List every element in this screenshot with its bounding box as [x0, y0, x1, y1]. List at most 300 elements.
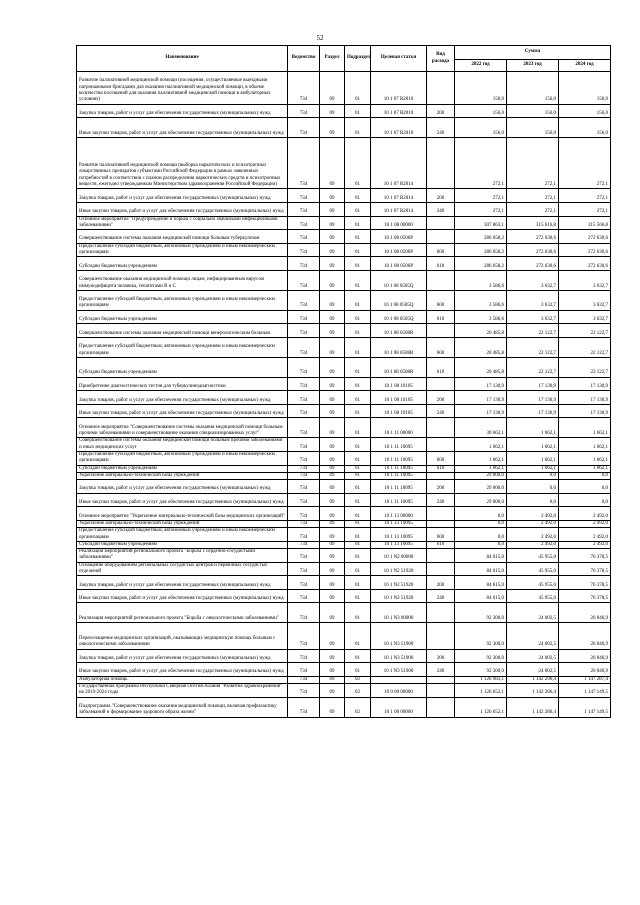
cell-subsection: 01: [345, 72, 371, 105]
cell-2022: 272,1: [455, 137, 507, 188]
cell-target: 10 1 13 10095: [371, 520, 427, 527]
cell-target: 10 1 N3 51900: [371, 663, 427, 677]
cell-ministry: 734: [288, 438, 320, 452]
cell-section: 09: [320, 189, 345, 203]
cell-2022: 84 615,0: [455, 562, 507, 576]
cell-2023: 45 955,0: [507, 576, 559, 590]
header-sum: Сумма: [455, 46, 611, 60]
cell-ministry: 734: [288, 418, 320, 438]
cell-2022: 3 586,6: [455, 310, 507, 324]
cell-section: 09: [320, 676, 345, 683]
cell-subsection: 01: [345, 270, 371, 290]
cell-name: Основное мероприятие "Совершенствование системы оказания медицинской помощи больным прочими заболеваниями и совершенствование оказания специализированных услуг": [77, 418, 288, 438]
table-row: [77, 118, 611, 138]
cell-2023: 17 130,9: [507, 391, 559, 405]
cell-2024: 22 122,7: [559, 324, 611, 338]
cell-expense: 600: [427, 337, 455, 357]
cell-2024: 272,1: [559, 137, 611, 188]
cell-subsection: 01: [345, 377, 371, 391]
table-row: [77, 404, 611, 418]
cell-2023: 2 492,0: [507, 541, 559, 548]
cell-section: 09: [320, 528, 345, 542]
cell-expense: 610: [427, 310, 455, 324]
cell-section: 09: [320, 697, 345, 717]
cell-name: Переоснащение медицинских организаций, оказывающих медицинскую помощь больным с онкологическими заболеваниями: [77, 623, 288, 649]
cell-section: 09: [320, 507, 345, 521]
table-row: [77, 391, 611, 405]
cell-expense: 200: [427, 189, 455, 203]
cell-section: 09: [320, 404, 345, 418]
cell-expense: [427, 684, 455, 698]
cell-name: Иные закупки товаров, работ и услуг для обеспечения государственных (муниципальных) нужд: [77, 663, 288, 677]
table-row: [77, 603, 611, 623]
cell-subsection: 01: [345, 623, 371, 649]
cell-subsection: 01: [345, 507, 371, 521]
cell-expense: 240: [427, 202, 455, 216]
cell-2024: 0,0: [559, 493, 611, 507]
table-row: [77, 290, 611, 310]
cell-2024: 26 046,9: [559, 603, 611, 623]
cell-ministry: 734: [288, 465, 320, 472]
table-row: [77, 562, 611, 576]
cell-ministry: 734: [288, 243, 320, 257]
cell-2024: 315 566,8: [559, 216, 611, 230]
cell-expense: [427, 324, 455, 338]
cell-2023: 1 662,1: [507, 465, 559, 472]
cell-2024: 26 046,9: [559, 649, 611, 663]
cell-expense: 610: [427, 257, 455, 271]
table-row: [77, 438, 611, 452]
cell-2022: 92 300,0: [455, 649, 507, 663]
cell-2022: 286 658,2: [455, 257, 507, 271]
cell-target: 10 1 11 10095: [371, 451, 427, 465]
table-row: [77, 418, 611, 438]
cell-name: Совершенствование системы оказания медицинской помощи больным туберкулезом: [77, 230, 288, 244]
cell-subsection: 01: [345, 391, 371, 405]
cell-2022: 1 662,1: [455, 451, 507, 465]
cell-2023: 156,0: [507, 118, 559, 138]
table-row: [77, 202, 611, 216]
cell-2023: 24 002,5: [507, 663, 559, 677]
cell-ministry: 734: [288, 576, 320, 590]
cell-subsection: 01: [345, 603, 371, 623]
cell-2022: 30 662,1: [455, 418, 507, 438]
cell-2022: 92 300,0: [455, 623, 507, 649]
cell-subsection: 01: [345, 202, 371, 216]
cell-ministry: 734: [288, 451, 320, 465]
cell-name: Субсидии бюджетным учреждениям: [77, 541, 288, 548]
cell-subsection: 01: [345, 589, 371, 603]
cell-target: 10 1 N2 51920: [371, 576, 427, 590]
cell-name: Закупка товаров, работ и услуг для обеспечения государственных (муниципальных) нужд: [77, 480, 288, 494]
cell-target: 10 1 08 0505Q: [371, 270, 427, 290]
cell-2024: 1 662,1: [559, 418, 611, 438]
cell-2022: 1 662,1: [455, 438, 507, 452]
cell-2023: 2 492,0: [507, 520, 559, 527]
cell-2023: 24 002,5: [507, 603, 559, 623]
cell-2022: 156,0: [455, 118, 507, 138]
cell-name: Развитие паллиативной медицинской помощи (выборка наркотических и психотропных лекарственных препаратов субъектами Российской Федерации в рамках заявленных потребностей в соответствии с планом распределения наркотических средств и психотропных веществ, ежегодно утверждаемым Министерством здравоохранения Российской Федерации): [77, 137, 288, 188]
cell-target: 10 1 N3 51900: [371, 623, 427, 649]
cell-name: Совершенствование системы оказания медицинской помощи больным прочими заболеваниями и иных медицинских услуг: [77, 438, 288, 452]
cell-section: 09: [320, 541, 345, 548]
page-number: 52: [316, 34, 324, 42]
table-row: [77, 357, 611, 377]
cell-name: Амбулаторная помощь: [77, 676, 288, 683]
table-row: [77, 270, 611, 290]
cell-section: 09: [320, 562, 345, 576]
cell-target: 10 1 11 10095: [371, 493, 427, 507]
cell-ministry: 734: [288, 623, 320, 649]
cell-2022: 1 126 652,1: [455, 684, 507, 698]
table-row: [77, 589, 611, 603]
table-row: [77, 520, 611, 527]
cell-target: 10 1 N3 00000: [371, 603, 427, 623]
cell-2024: 3 632,7: [559, 290, 611, 310]
cell-name: Реализация мероприятий регионального проекта "Борьба с онкологическими заболеваниями": [77, 603, 288, 623]
cell-subsection: 01: [345, 310, 371, 324]
cell-2024: 1 662,1: [559, 465, 611, 472]
cell-target: 10 1 11 10095: [371, 472, 427, 479]
cell-2024: 272,1: [559, 189, 611, 203]
cell-2022: 1 126 983,1: [455, 676, 507, 683]
cell-subsection: 01: [345, 549, 371, 563]
cell-subsection: 01: [345, 404, 371, 418]
cell-2023: 1 662,1: [507, 438, 559, 452]
cell-section: 09: [320, 649, 345, 663]
cell-2022: 29 000,0: [455, 493, 507, 507]
cell-ministry: 734: [288, 528, 320, 542]
cell-subsection: 01: [345, 528, 371, 542]
cell-name: Реализация мероприятий регионального проекта "Борьба с сердечно-сосудистыми заболеваниями": [77, 549, 288, 563]
cell-expense: [427, 377, 455, 391]
cell-2023: 1 142 286,4: [507, 684, 559, 698]
cell-2024: 156,0: [559, 118, 611, 138]
table-row: [77, 104, 611, 118]
cell-ministry: 734: [288, 270, 320, 290]
cell-2023: 272 630,6: [507, 243, 559, 257]
cell-2024: 26 046,9: [559, 663, 611, 677]
cell-2022: 1 126 652,1: [455, 697, 507, 717]
header-subsection: Подраздел: [345, 46, 371, 72]
table-row: [77, 337, 611, 357]
cell-2024: 272 630,6: [559, 230, 611, 244]
cell-section: 09: [320, 243, 345, 257]
cell-section: 09: [320, 202, 345, 216]
cell-name: Предоставление субсидий бюджетным, автономным учреждениям и иным некоммерческим организациям: [77, 243, 288, 257]
cell-subsection: 02: [345, 697, 371, 717]
cell-expense: [427, 562, 455, 576]
cell-section: 09: [320, 589, 345, 603]
cell-section: 09: [320, 520, 345, 527]
cell-section: 09: [320, 480, 345, 494]
cell-subsection: 02: [345, 684, 371, 698]
cell-expense: [427, 230, 455, 244]
cell-2022: 17 130,9: [455, 391, 507, 405]
cell-name: Государственная программа Республики Северная Осетия-Алания "Развитие здравоохранения" на 2019-2024 годы: [77, 684, 288, 698]
cell-target: 10 1 07 R2010: [371, 72, 427, 105]
cell-target: 10 1 11 00000: [371, 418, 427, 438]
cell-2024: 3 632,7: [559, 270, 611, 290]
cell-section: 09: [320, 684, 345, 698]
cell-2022: 3 586,6: [455, 290, 507, 310]
cell-2022: 84 615,0: [455, 589, 507, 603]
cell-name: Закупка товаров, работ и услуг для обеспечения государственных (муниципальных) нужд: [77, 576, 288, 590]
cell-section: 09: [320, 465, 345, 472]
cell-name: Иные закупки товаров, работ и услуг для обеспечения государственных (муниципальных) нужд: [77, 404, 288, 418]
cell-expense: [427, 216, 455, 230]
cell-ministry: 734: [288, 118, 320, 138]
cell-ministry: 734: [288, 493, 320, 507]
cell-expense: 600: [427, 451, 455, 465]
cell-subsection: 01: [345, 189, 371, 203]
cell-ministry: 734: [288, 137, 320, 188]
cell-section: 09: [320, 324, 345, 338]
cell-2022: 0,0: [455, 507, 507, 521]
cell-2024: 272 630,6: [559, 243, 611, 257]
cell-section: 09: [320, 216, 345, 230]
table-row: [77, 623, 611, 649]
cell-target: 10 1 13 00000: [371, 507, 427, 521]
cell-2023: 0,0: [507, 480, 559, 494]
cell-expense: [427, 603, 455, 623]
cell-section: 09: [320, 391, 345, 405]
cell-2022: 0,0: [455, 520, 507, 527]
cell-2023: 272,1: [507, 137, 559, 188]
header-year-2023: 2023 год: [507, 60, 559, 72]
cell-ministry: 734: [288, 202, 320, 216]
cell-target: 10 1 N2 51920: [371, 562, 427, 576]
cell-expense: 610: [427, 541, 455, 548]
cell-2023: 272 630,6: [507, 257, 559, 271]
cell-2024: 0,0: [559, 472, 611, 479]
cell-2022: 286 658,2: [455, 243, 507, 257]
cell-ministry: 734: [288, 480, 320, 494]
cell-2024: 272 630,6: [559, 257, 611, 271]
cell-target: 10 1 08 0506Р: [371, 230, 427, 244]
cell-expense: [427, 270, 455, 290]
cell-ministry: 734: [288, 676, 320, 683]
cell-2022: 20 485,8: [455, 324, 507, 338]
cell-section: 09: [320, 137, 345, 188]
cell-ministry: 734: [288, 337, 320, 357]
table-row: [77, 324, 611, 338]
cell-2023: 17 130,9: [507, 377, 559, 391]
cell-2022: 20 485,8: [455, 357, 507, 377]
cell-2023: 0,0: [507, 472, 559, 479]
table-row: [77, 697, 611, 717]
cell-ministry: 734: [288, 324, 320, 338]
cell-expense: 240: [427, 118, 455, 138]
cell-2023: 315 616,8: [507, 216, 559, 230]
cell-expense: [427, 549, 455, 563]
cell-section: 09: [320, 418, 345, 438]
header-ministry: Ведомство: [288, 46, 320, 72]
cell-2023: 22 122,7: [507, 324, 559, 338]
header-target: Целевая статья: [371, 46, 427, 72]
cell-name: Основное мероприятие "Предупреждение и борьба с социально значимыми инфекционными заболеваниями": [77, 216, 288, 230]
cell-section: 09: [320, 257, 345, 271]
cell-ministry: 734: [288, 589, 320, 603]
cell-2023: 272 630,6: [507, 230, 559, 244]
cell-target: 10 0 00 00000: [371, 684, 427, 698]
cell-section: 09: [320, 72, 345, 105]
table-row: [77, 257, 611, 271]
cell-2022: 84 615,0: [455, 576, 507, 590]
cell-2024: 1 662,1: [559, 451, 611, 465]
cell-name: Закупка товаров, работ и услуг для обеспечения государственных (муниципальных) нужд: [77, 391, 288, 405]
cell-2023: 24 002,5: [507, 649, 559, 663]
table-row: [77, 243, 611, 257]
cell-2024: 17 130,9: [559, 404, 611, 418]
cell-2024: 1 662,1: [559, 438, 611, 452]
cell-target: 10 1 08 0505Q: [371, 310, 427, 324]
cell-name: Предоставление субсидий бюджетным, автономным учреждениям и иным некоммерческим организациям: [77, 337, 288, 357]
header-year-2022: 2022 год: [455, 60, 507, 72]
cell-expense: [427, 137, 455, 188]
cell-ministry: 734: [288, 562, 320, 576]
cell-subsection: 01: [345, 418, 371, 438]
cell-target: 10 1 08 0505Q: [371, 290, 427, 310]
cell-expense: 240: [427, 589, 455, 603]
table-row: [77, 472, 611, 479]
cell-expense: [427, 676, 455, 683]
cell-2024: 22 122,7: [559, 337, 611, 357]
cell-section: 09: [320, 493, 345, 507]
cell-2023: 17 130,9: [507, 404, 559, 418]
cell-expense: 600: [427, 243, 455, 257]
cell-2023: 24 002,5: [507, 623, 559, 649]
cell-name: Укрепление материально-технической базы учреждений: [77, 472, 288, 479]
cell-section: 09: [320, 104, 345, 118]
cell-name: Субсидии бюджетным учреждениям: [77, 357, 288, 377]
cell-section: 09: [320, 118, 345, 138]
cell-section: 09: [320, 310, 345, 324]
table-row: [77, 528, 611, 542]
cell-2024: 22 122,7: [559, 357, 611, 377]
table-row: [77, 676, 611, 683]
cell-name: Предоставление субсидий бюджетным, автономным учреждениям и иным некоммерческим организациям: [77, 290, 288, 310]
table-row: [77, 493, 611, 507]
cell-2022: 92 300,0: [455, 603, 507, 623]
cell-section: 09: [320, 472, 345, 479]
table-row: [77, 480, 611, 494]
cell-subsection: 01: [345, 137, 371, 188]
cell-expense: 600: [427, 528, 455, 542]
cell-subsection: 01: [345, 216, 371, 230]
cell-target: 10 1 08 0506Р: [371, 257, 427, 271]
cell-name: Совершенствование системы оказания медицинской помощи венерологическим больным: [77, 324, 288, 338]
cell-section: 09: [320, 623, 345, 649]
cell-subsection: 01: [345, 438, 371, 452]
table-row: [77, 310, 611, 324]
table-body: [77, 72, 611, 718]
cell-name: Совершенствование оказания медицинской помощи лицам, инфицированным вирусом иммунодефицита человека, гепатитами B и C: [77, 270, 288, 290]
cell-expense: 200: [427, 391, 455, 405]
cell-2024: 2 492,0: [559, 528, 611, 542]
cell-expense: 240: [427, 663, 455, 677]
cell-2024: 2 492,0: [559, 520, 611, 527]
table-row: [77, 189, 611, 203]
cell-section: 09: [320, 663, 345, 677]
cell-name: Иные закупки товаров, работ и услуг для обеспечения государственных (муниципальных) нужд: [77, 202, 288, 216]
cell-2023: 3 632,7: [507, 270, 559, 290]
cell-2022: 17 130,9: [455, 404, 507, 418]
cell-2022: 0,0: [455, 528, 507, 542]
cell-ministry: 734: [288, 216, 320, 230]
cell-target: 10 1 N2 51920: [371, 589, 427, 603]
cell-subsection: 01: [345, 663, 371, 677]
cell-expense: 610: [427, 465, 455, 472]
cell-subsection: 01: [345, 290, 371, 310]
cell-ministry: 734: [288, 404, 320, 418]
cell-name: Оснащение оборудованием региональных сосудистых центров и первичных сосудистых отделений: [77, 562, 288, 576]
cell-2024: 1 147 287,4: [559, 676, 611, 683]
cell-2024: 17 130,9: [559, 377, 611, 391]
cell-2023: 1 142 296,4: [507, 676, 559, 683]
cell-2022: 286 658,2: [455, 230, 507, 244]
cell-target: 10 1 11 10095: [371, 465, 427, 472]
cell-2023: 1 142 286,4: [507, 697, 559, 717]
cell-name: Предоставление субсидий бюджетным, автономным учреждениям и иным некоммерческим организациям: [77, 451, 288, 465]
cell-2023: 156,0: [507, 72, 559, 105]
cell-2024: 76 378,5: [559, 562, 611, 576]
cell-2024: 76 378,5: [559, 589, 611, 603]
cell-ministry: 734: [288, 230, 320, 244]
cell-2022: 307 863,1: [455, 216, 507, 230]
cell-name: Субсидии бюджетным учреждениям: [77, 465, 288, 472]
table-row: [77, 72, 611, 105]
cell-target: 10 1 11 10095: [371, 438, 427, 452]
cell-expense: 200: [427, 649, 455, 663]
cell-name: Закупка товаров, работ и услуг для обеспечения государственных (муниципальных) нужд: [77, 649, 288, 663]
table-row: [77, 230, 611, 244]
cell-2022: 84 615,0: [455, 549, 507, 563]
cell-subsection: 01: [345, 520, 371, 527]
cell-2023: 2 492,0: [507, 528, 559, 542]
table-row: [77, 465, 611, 472]
cell-target: 10 1 07 R2010: [371, 104, 427, 118]
cell-target: 10 1 11 10095: [371, 480, 427, 494]
cell-subsection: 01: [345, 257, 371, 271]
cell-name: Субсидии бюджетным учреждениям: [77, 257, 288, 271]
cell-2022: 29 000,0: [455, 472, 507, 479]
cell-target: 10 1 00 00000: [371, 697, 427, 717]
cell-ministry: 734: [288, 72, 320, 105]
table-row: [77, 541, 611, 548]
cell-ministry: 734: [288, 697, 320, 717]
cell-expense: [427, 520, 455, 527]
cell-target: 10 1 08 0506Р: [371, 243, 427, 257]
cell-2023: 45 955,0: [507, 562, 559, 576]
cell-subsection: 01: [345, 230, 371, 244]
cell-2022: 92 300,0: [455, 663, 507, 677]
cell-section: 09: [320, 451, 345, 465]
cell-ministry: 734: [288, 603, 320, 623]
cell-2024: 2 492,0: [559, 507, 611, 521]
cell-target: 10 1 13 10095: [371, 541, 427, 548]
cell-target: 10 1 N2 00000: [371, 549, 427, 563]
cell-ministry: 734: [288, 257, 320, 271]
cell-section: 09: [320, 357, 345, 377]
cell-2022: 17 130,9: [455, 377, 507, 391]
cell-2023: 156,0: [507, 104, 559, 118]
cell-name: Развитие паллиативной медицинской помощи (посещения, осуществляемые выездными патронажными бригадами для оказания паллиативной медицинской помощи, в объеме количества посещений для оказания паллиативной медицинской помощи в амбулаторных условиях): [77, 72, 288, 105]
cell-ministry: 734: [288, 377, 320, 391]
cell-2023: 0,0: [507, 493, 559, 507]
cell-subsection: 01: [345, 576, 371, 590]
table-row: [77, 451, 611, 465]
